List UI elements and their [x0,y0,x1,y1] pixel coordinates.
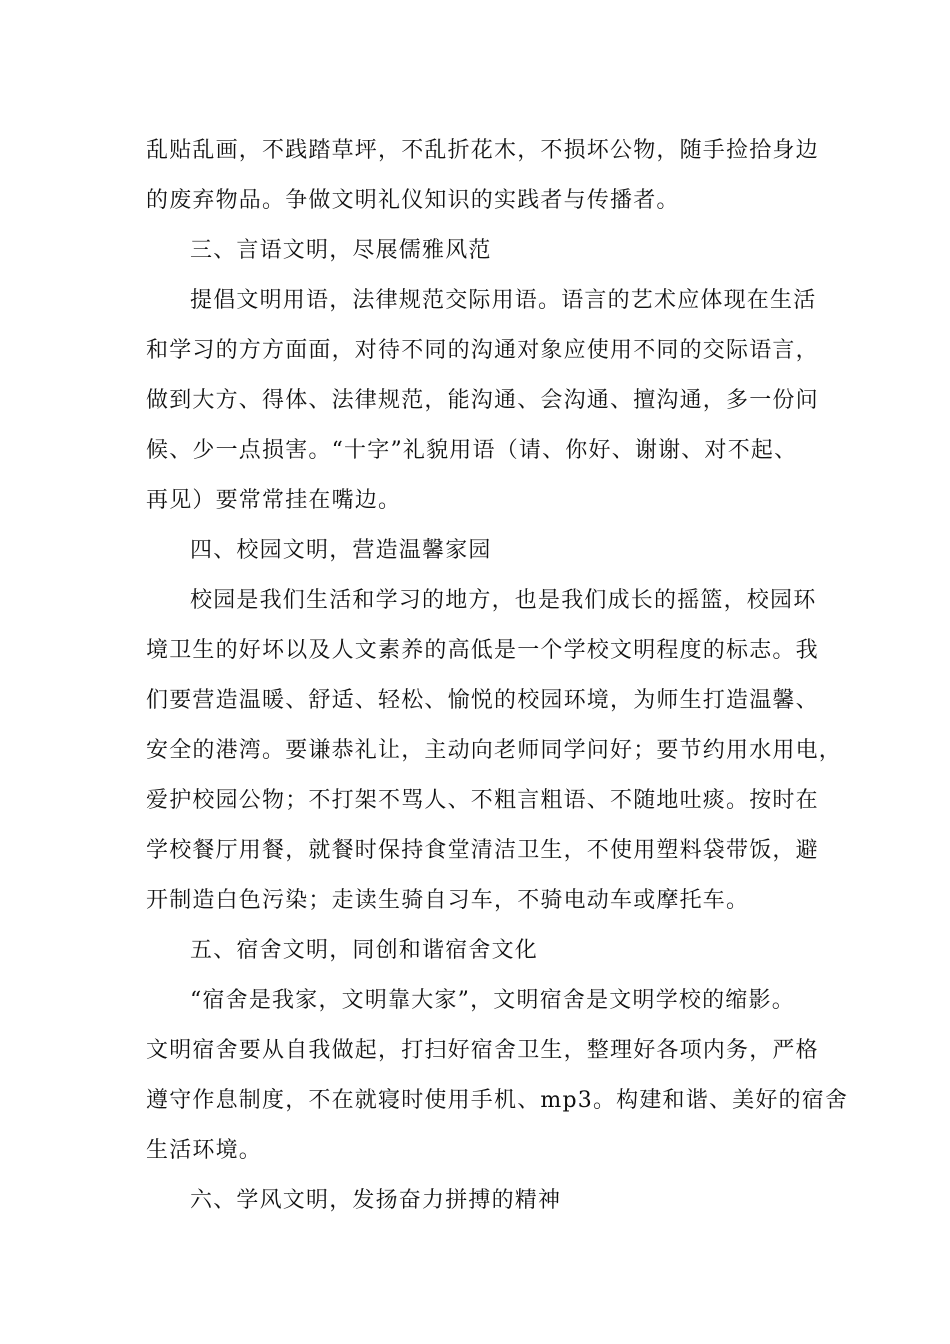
body-text-line: 和学习的方方面面，对待不同的沟通对象应使用不同的交际语言， [146,338,819,363]
section-heading: 六、学风文明，发扬奋力拼搏的精神 [190,1188,562,1213]
body-text-line: 生活环境。 [146,1138,263,1163]
body-text-line: “宿舍是我家，文明靠大家”，文明宿舍是文明学校的缩影。 [190,988,795,1013]
section-heading: 四、校园文明，营造温馨家园 [190,538,492,563]
body-text-line: 乱贴乱画，不践踏草坪，不乱折花木，不损坏公物，随手捡拾身边 [146,138,819,163]
body-text-line: 文明宿舍要从自我做起，打扫好宿舍卫生，整理好各项内务，严格 [146,1038,819,1063]
body-text-line: 提倡文明用语，法律规范交际用语。语言的艺术应体现在生活 [190,288,817,313]
section-heading: 五、宿舍文明，同创和谐宿舍文化 [190,938,539,963]
body-text-line: 的废弃物品。争做文明礼仪知识的实践者与传播者。 [146,188,680,213]
body-text-line: 遵守作息制度，不在就寝时使用手机、mp3。构建和谐、美好的宿舍 [146,1088,849,1113]
body-text-line: 爱护校园公物；不打架不骂人、不粗言粗语、不随地吐痰。按时在 [146,788,819,813]
body-text-line: 做到大方、得体、法律规范，能沟通、会沟通、擅沟通，多一份问 [146,388,819,413]
body-text-line: 校园是我们生活和学习的地方，也是我们成长的摇篮，校园环 [190,588,817,613]
body-text-line: 安全的港湾。要谦恭礼让，主动向老师同学问好；要节约用水用电， [146,738,843,763]
body-text-line: 候、少一点损害。“十字”礼貌用语（请、你好、谢谢、对不起、 [146,438,798,463]
body-text-line: 开制造白色污染；走读生骑自习车，不骑电动车或摩托车。 [146,888,750,913]
body-text-line: 境卫生的好坏以及人文素养的高低是一个学校文明程度的标志。我 [146,638,819,663]
body-text-line: 再见）要常常挂在嘴边。 [146,488,402,513]
body-text-line: 们要营造温暖、舒适、轻松、愉悦的校园环境，为师生打造温馨、 [146,688,819,713]
body-text-line: 学校餐厅用餐，就餐时保持食堂清洁卫生，不使用塑料袋带饭，避 [146,838,819,863]
section-heading: 三、言语文明，尽展儒雅风范 [190,238,492,263]
